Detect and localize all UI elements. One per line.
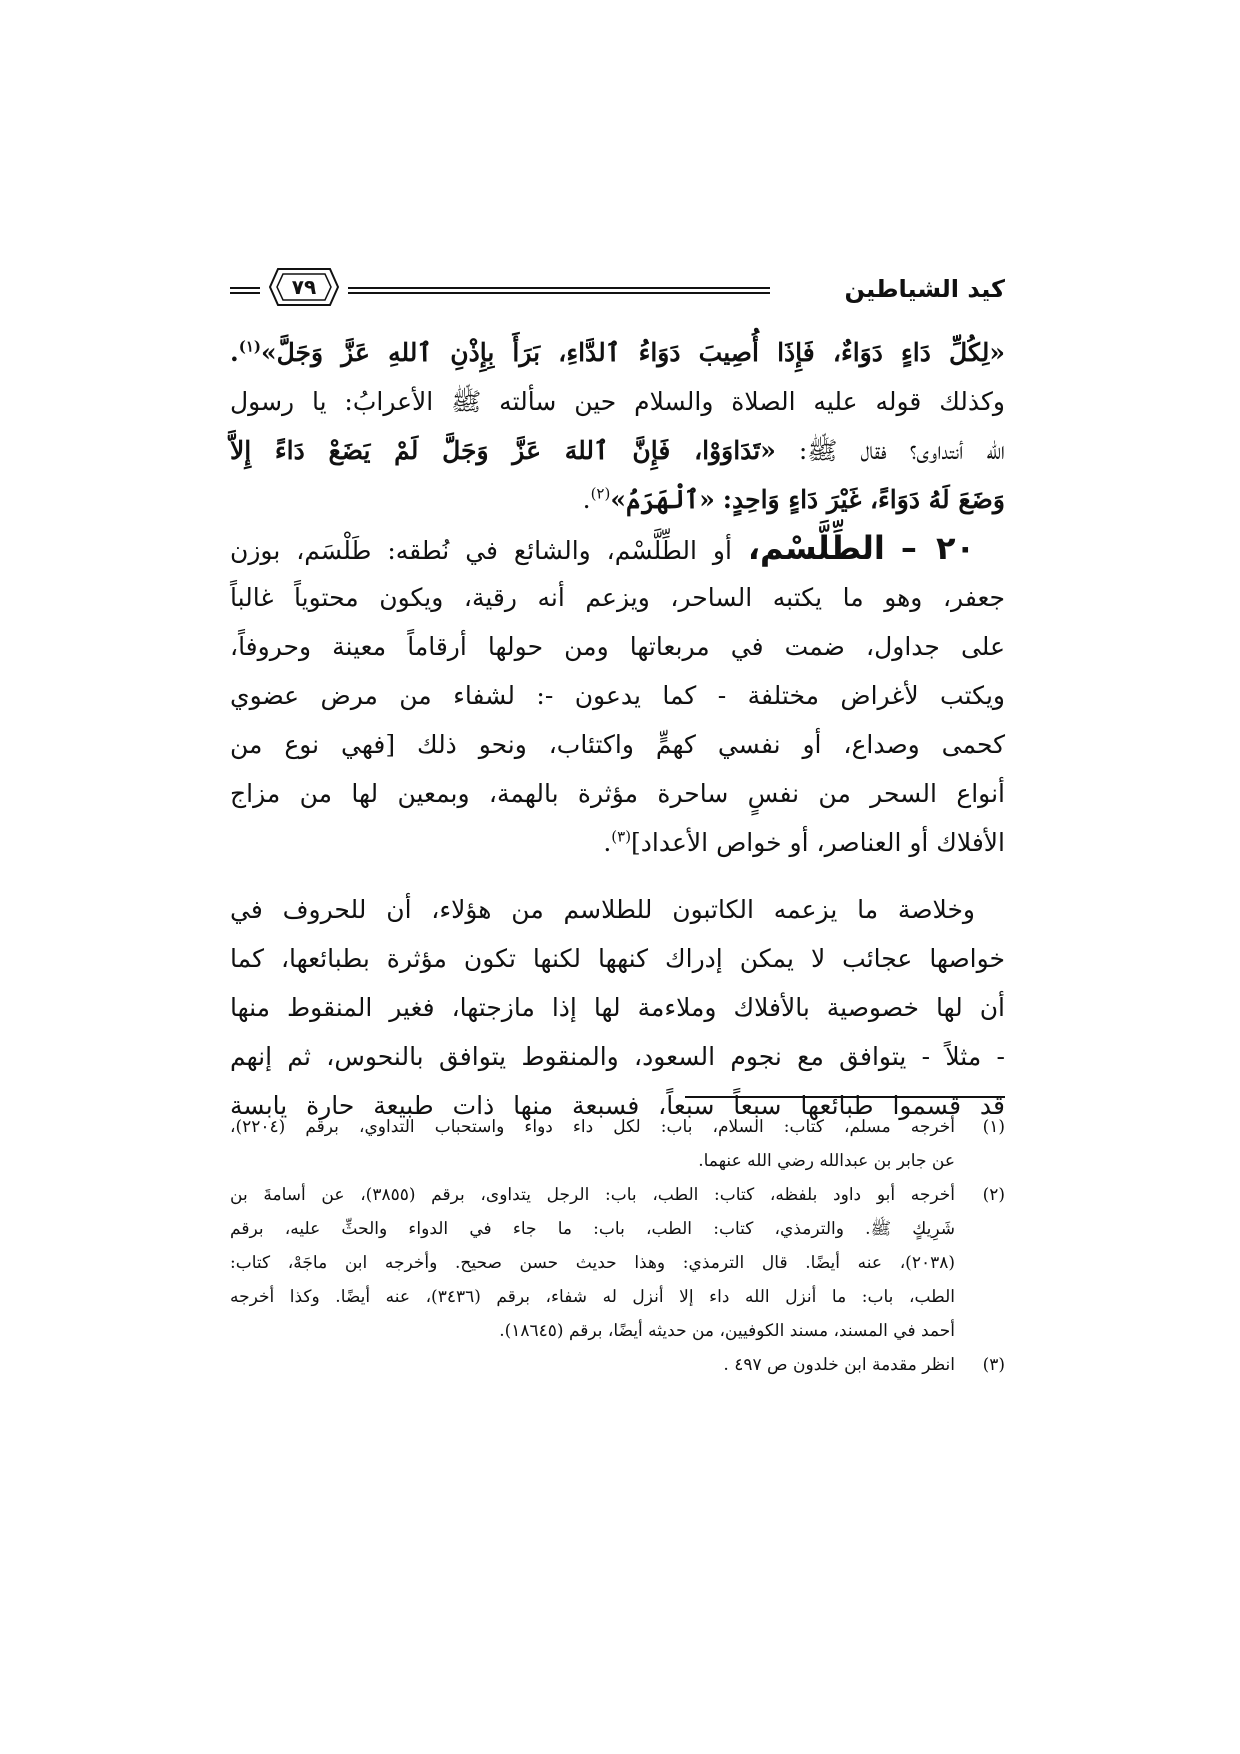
text-line: قد قسموا طبائعها سبعاً سبعاً، فسبعة منها ذات طبيعة حارة يابسة xyxy=(230,1091,1005,1120)
period: . xyxy=(230,338,239,367)
footnote-text: أخرجه مسلم، كتاب: السلام، باب: لكل داء دواء واستحباب التداوي، برقم (٢٢٠٤)، xyxy=(230,1117,955,1137)
text-line xyxy=(230,426,1005,475)
text-line: على جداول، ضمت في مربعاتها ومن حولها أرقاماً معينة وحروفاً، xyxy=(230,632,1005,661)
text-line: جعفر، وهو ما يكتبه الساحر، ويزعم أنه رقية، ويكون محتوياً غالباً xyxy=(230,583,1005,612)
header-rule-left xyxy=(230,287,260,294)
text-line xyxy=(230,328,1005,377)
entry-number: ٢٠ – xyxy=(900,529,975,567)
footnote-line: عن جابر بن عبدالله رضي الله عنهما. xyxy=(698,1151,955,1171)
period: . xyxy=(582,485,591,514)
text-line xyxy=(230,818,1005,867)
running-title: كيد الشياطين xyxy=(844,275,1005,303)
page-header xyxy=(230,262,1005,314)
page-number: ٧٩ xyxy=(291,275,317,299)
footnote-line: شَرِيكٍ ﷺ. والترمذي، كتاب: الطب، باب: ما جاء في الدواء والحثِّ عليه، برقم xyxy=(230,1219,955,1239)
footnote-line xyxy=(230,1178,1005,1212)
text-segment: الله أنتداوى؟ فقال ﷺ: xyxy=(798,436,1005,465)
page-number-frame xyxy=(268,266,340,308)
main-text xyxy=(230,328,1005,1130)
footnote-ref: (١) xyxy=(238,337,261,356)
footnote-line: الطب، باب: ما أنزل الله داء إلا أنزل له شفاء، برقم (٣٤٣٦)، عنه أيضًا. وكذا أخرجه xyxy=(230,1287,955,1307)
hadith-quote: «تَدَاوَوْا، فَإِنَّ ٱللهَ عَزَّ وَجَلَّ لَمْ يَضَعْ دَاءً إِلاَّ xyxy=(230,436,776,465)
text-line: ويكتب لأغراض مختلفة - كما يدعون -: لشفاء من مرض عضوي xyxy=(230,681,1005,710)
footnote-text: انظر مقدمة ابن خلدون ص ٤٩٧ . xyxy=(723,1355,955,1375)
text-line: - مثلاً - يتوافق مع نجوم السعود، والمنقوط يتوافق بالنحوس، ثم إنهم xyxy=(230,1042,1005,1071)
text-segment: أو الطِّلَّسْم، والشائع في نُطقه: طَلْسَم، بوزن xyxy=(230,536,732,565)
footnote-line xyxy=(230,1110,1005,1144)
footnote-text: أخرجه أبو داود بلفظه، كتاب: الطب، باب: الرجل يتداوى، برقم (٣٨٥٥)، عن أسامةَ بن xyxy=(230,1185,955,1205)
text-line: وكذلك قوله عليه الصلاة والسلام حين سألته ﷺ الأعرابُ: يا رسول xyxy=(230,387,1005,416)
entry-term: الطِّلَّسْم، xyxy=(747,529,885,567)
footnote-ref: (٣) xyxy=(611,827,632,846)
period: . xyxy=(603,828,612,857)
footnote-line: (٢٠٣٨)، عنه أيضًا. قال الترمذي: وهذا حديث حسن صحيح. وأخرجه ابن ماجَهْ، كتاب: xyxy=(230,1253,955,1273)
hadith-quote: «ٱلْهَرَمُ» xyxy=(610,485,715,514)
footnote-number: (١) xyxy=(982,1117,1005,1137)
hadith-quote: «لِكُلِّ دَاءٍ دَوَاءٌ، فَإِذَا أُصِيبَ دَوَاءُ ٱلدَّاءِ، بَرَأَ بِإِذْنِ ٱللهِ عَزَّ وَجَلَّ» xyxy=(261,338,1005,367)
text-line: أنواع السحر من نفسٍ ساحرة مؤثرة بالهمة، وبمعين لها من مزاج xyxy=(230,779,1005,808)
footnote-number: (٣) xyxy=(982,1355,1005,1375)
footnote-number: (٢) xyxy=(982,1185,1005,1205)
paragraph-gap xyxy=(230,867,1005,885)
footnote-line xyxy=(230,1348,1005,1382)
text-line xyxy=(230,524,1005,573)
text-line: خواصها عجائب لا يمكن إدراك كنهها لكنها تكون مؤثرة بطبائعها، كما xyxy=(230,944,1005,973)
footnote-separator xyxy=(685,1096,1005,1098)
footnote-ref: (٢) xyxy=(590,484,611,503)
hadith-quote: وَضَعَ لَهُ دَوَاءً، غَيْرَ دَاءٍ وَاحِدٍ: xyxy=(722,485,1005,514)
text-line: وخلاصة ما يزعمه الكاتبون للطلاسم من هؤلاء، أن للحروف في xyxy=(230,895,975,924)
footnotes xyxy=(230,1110,1005,1382)
text-line: أن لها خصوصية بالأفلاك وملاءمة لها إذا مازجتها، فغير المنقوط منها xyxy=(230,993,1005,1022)
header-rule-right xyxy=(348,287,770,294)
text-line xyxy=(230,475,1005,524)
text-line: كحمى وصداع، أو نفسي كهمٍّ واكتئاب، ونحو ذلك [فهي نوع من xyxy=(230,730,1005,759)
footnote-line: أحمد في المسند، مسند الكوفيين، من حديثه أيضًا، برقم (١٨٦٤٥). xyxy=(499,1321,955,1341)
text-segment: الأفلاك أو العناصر، أو خواص الأعداد] xyxy=(631,828,1005,857)
